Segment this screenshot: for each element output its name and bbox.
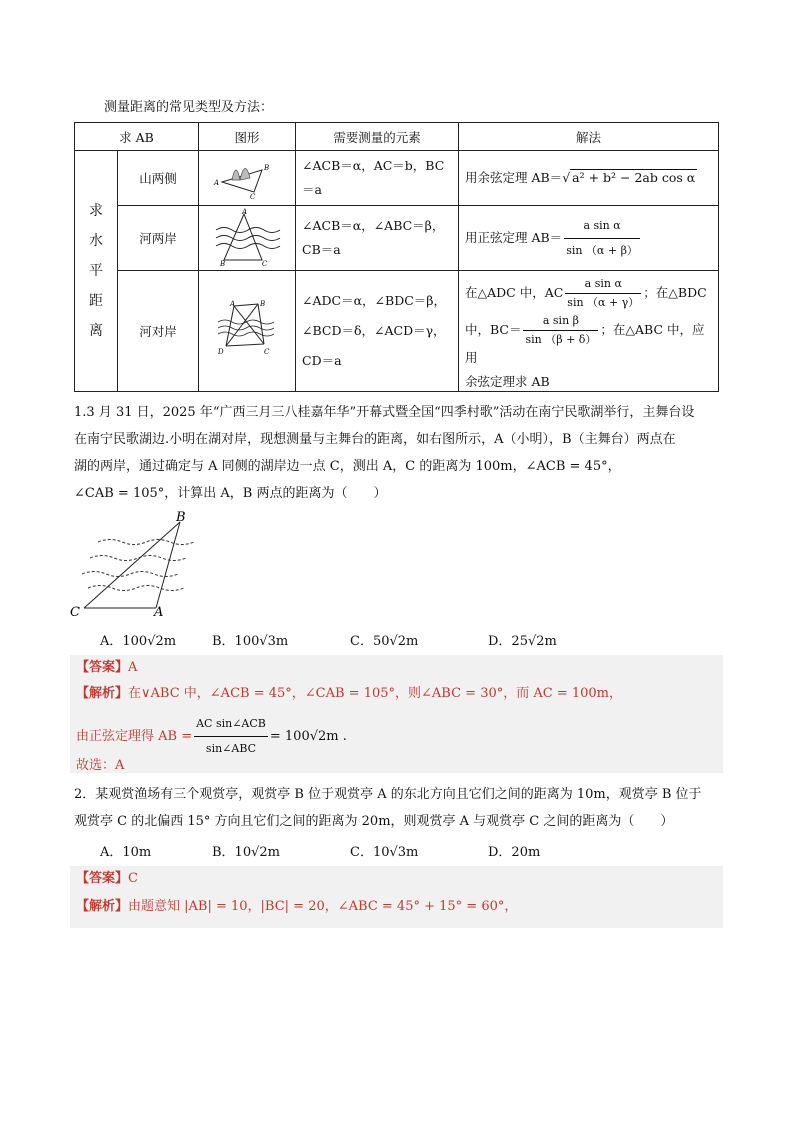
svg-text:A: A [242,207,248,216]
type-cell: 河对岸 [118,271,199,392]
option-c[interactable]: C．50√2m [350,634,419,649]
opposite-bank-figure [199,271,296,392]
svg-text:A: A [214,178,220,187]
type-cell: 山两侧 [118,151,199,206]
answer-line-1: 【答案】A [76,660,138,675]
fraction: $\frac{\text{a sin α}}{\sin (\alpha + \gamma)}$ [567,277,640,309]
svg-text:C: C [250,192,256,200]
option-c[interactable]: C．10√3m [350,845,419,860]
question-2-options [100,841,613,860]
svg-text:B: B [264,163,270,172]
analysis-line-1: 【解析】在∨ABC 中，∠ACB = 45°，∠CAB = 105°，则∠ABC = 30°，而 AC = 100m， [76,686,623,701]
mountain-figure [199,151,296,206]
elements-cell: ∠ADC＝α，∠BDC＝β， ∠BCD＝δ，∠ACD＝γ， CD＝a [296,271,459,392]
solution-cell: 用正弦定理 AB＝ $\frac{\text{a sin α}}{\sin (\alpha + \beta)}$ [459,206,719,271]
option-d[interactable]: D．20m [488,845,541,860]
river-figure [199,206,296,271]
svg-text:B: B [220,259,226,266]
table-row [75,151,719,206]
solution-cell: 在△ADC 中，AC $\frac{\text{a sin α}}{\sin (\alpha + \gamma)}$ ；在△BDC 中，BC＝ $\frac{\text{a sin β}}{\sin (\beta + \delta)}$ ；在△ABC 中，应用 余弦定理求 AB [459,271,719,392]
solution-cell: 用余弦定理 AB＝√ a² + b² − 2ab cos α [459,151,719,206]
lake-triangle-figure [68,508,198,618]
elements-cell: ∠ACB＝α，AC＝b，BC ＝a [296,151,459,206]
answer-line-2: 【答案】C [76,871,138,886]
analysis-line-3: 【解析】由题意知 |AB| = 10，|BC| = 20，∠ABC = 45° + 15° = 60°， [76,899,518,914]
option-a[interactable]: A．10m [100,845,152,860]
header-figure: 图形 [199,123,296,151]
svg-text:C: C [262,259,268,266]
svg-text:A: A [230,299,236,308]
analysis-line-2: 由正弦定理得 AB = $\frac{\text{AC sin∠ACB}}{\text{sin∠ABC}}$ = 100√2m . [76,712,347,761]
question-1-options [100,630,613,649]
question-1-text: 1.3 月 31 日，2025 年“广西三月三八桂嘉年华”开幕式暨全国“四季村歌”活动在南宁民歌湖举行，主舞台设 在南宁民歌湖边.小明在湖对岸，现想测量与主舞台的距离，如右图所示，A（小明），B（主舞台）两点在 湖的两岸，通过确定与 A 同侧的湖岸边一点 C，测出 A，C 的距离为 100m，∠ACB = 45°， ∠CAB = 105°，计算出 A，B 两点的距离为（ ） [74,405,695,501]
table-row [75,271,719,392]
elements-cell: ∠ACB＝α，∠ABC＝β， CB＝a [296,206,459,271]
header-find-ab: 求 AB [75,123,199,151]
table-row [75,206,719,271]
type-cell: 河两岸 [118,206,199,271]
option-d[interactable]: D．25√2m [488,634,557,649]
option-b[interactable]: B．100√3m [212,634,289,649]
option-a[interactable]: A．100√2m [100,634,177,649]
option-b[interactable]: B．10√2m [212,845,280,860]
fraction: $\frac{\text{AC sin∠ACB}}{\text{sin∠ABC}}$ [194,712,268,761]
point-c-label: C [70,605,80,618]
svg-text:C: C [264,347,270,356]
header-solution: 解法 [459,123,719,151]
fraction: $\frac{\text{a sin β}}{\sin (\beta + \delta)}$ [525,314,597,346]
intro-text: 测量距离的常见类型及方法： [104,100,274,115]
point-b-label: B [176,510,186,525]
svg-text:B: B [260,299,266,308]
table-header-row [75,123,719,151]
question-2-text: 2．某观赏渔场有三个观赏亭，观赏亭 B 位于观赏亭 A 的东北方向且它们之间的距离为 10m，观赏亭 B 位于 观赏亭 C 的北偏西 15° 方向且它们之间的距离为 20m，则观赏亭 A 与观赏亭 C 之间的距离为（ ） [74,787,702,829]
side-label: 求 水 平 距 离 [75,151,118,392]
conclusion-line: 故选：A [76,758,125,773]
point-a-label: A [154,605,164,618]
fraction: $\frac{\text{a sin α}}{\sin (\alpha + \beta)}$ [564,214,640,263]
svg-text:D: D [218,347,224,356]
methods-table [74,122,719,392]
header-elements: 需要测量的元素 [296,123,459,151]
